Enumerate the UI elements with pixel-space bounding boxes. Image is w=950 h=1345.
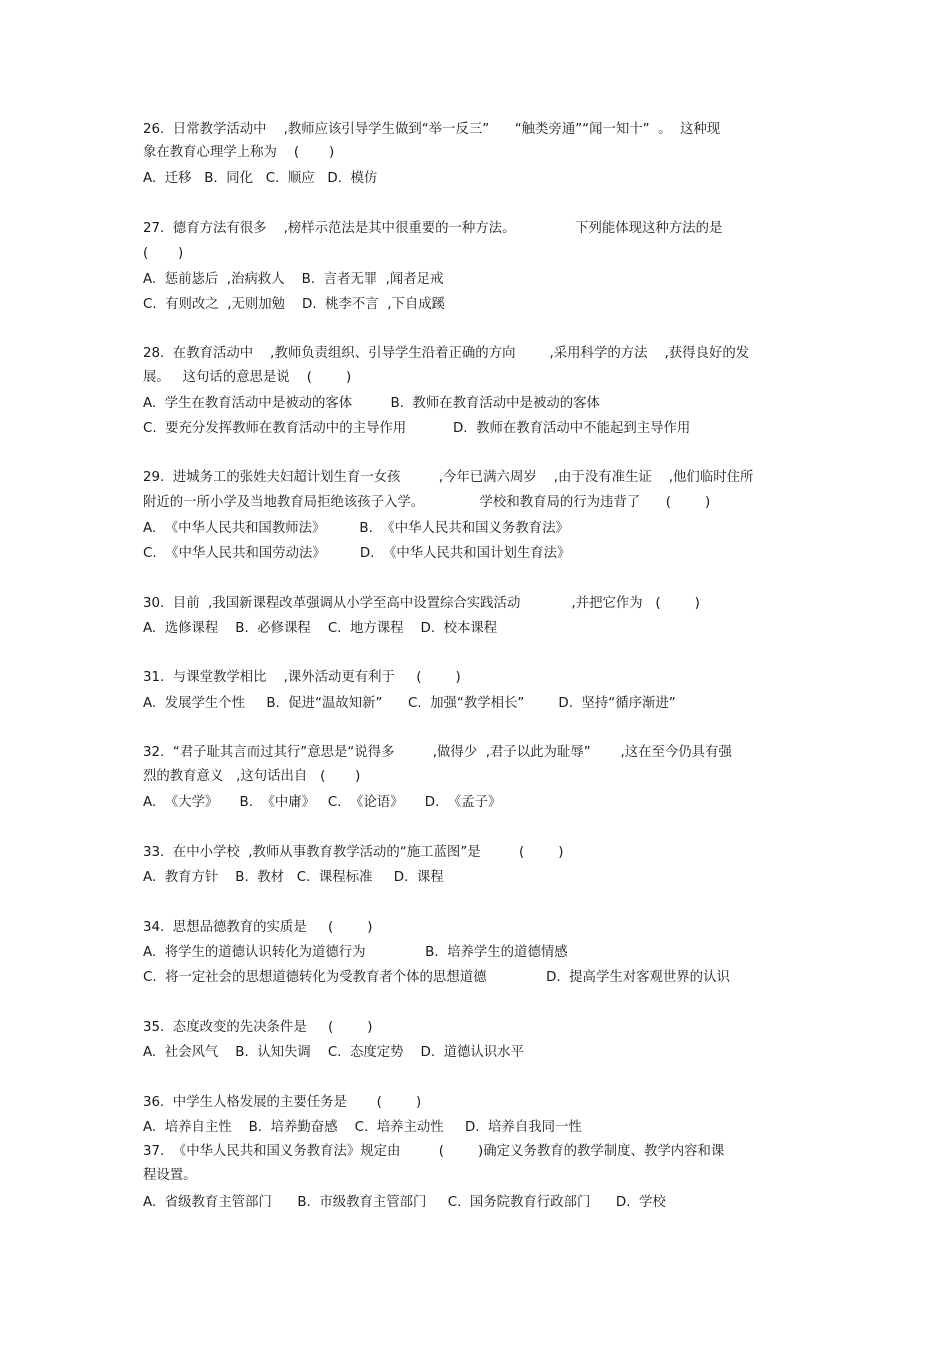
question-29-text: 附近的一所小学及当地教育局拒绝该孩子入学。 学校和教育局的行为违背了 ( )	[143, 495, 711, 510]
question-30-options: A. 选修课程 B. 必修课程 C. 地方课程 D. 校本课程	[143, 621, 498, 636]
question-31-text: 31. 与课堂教学相比 ,课外活动更有利于 ( )	[143, 670, 461, 685]
question-28-options: A. 学生在教育活动中是被动的客体 B. 教师在教育活动中是被动的客体	[143, 396, 600, 411]
question-29-text: 29. 进城务工的张姓夫妇超计划生育一女孩 ,今年已满六周岁 ,由于没有准生证 ,他们临时住所	[143, 470, 754, 485]
question-34-text: 34. 思想品德教育的实质是 ( )	[143, 920, 373, 935]
question-32-text: 烈的教育意义 ,这句话出自 ( )	[143, 769, 361, 784]
question-28-text: 展。 这句话的意思是说 ( )	[143, 370, 352, 385]
question-37-text: 37. 《中华人民共和国义务教育法》规定由 ( )确定义务教育的教学制度、教学内容和课	[143, 1144, 725, 1159]
question-35-options: A. 社会风气 B. 认知失调 C. 态度定势 D. 道德认识水平	[143, 1045, 524, 1060]
question-32-text: 32. “君子耻其言而过其行”意思是“说得多 ,做得少 ,君子以此为耻辱” ,这在至今仍具有强	[143, 745, 732, 760]
question-29-options: C. 《中华人民共和国劳动法》 D. 《中华人民共和国计划生育法》	[143, 546, 571, 561]
question-30-text: 30. 目前 ,我国新课程改革强调从小学至高中设置综合实践活动 ,并把它作为 ( )	[143, 596, 700, 611]
question-37-text: 程设置。	[143, 1168, 197, 1183]
question-34-options: A. 将学生的道德认识转化为道德行为 B. 培养学生的道德情感	[143, 945, 568, 960]
question-26-text: 象在教育心理学上称为 ( )	[143, 145, 335, 160]
question-32-options: A. 《大学》 B. 《中庸》 C. 《论语》 D. 《孟子》	[143, 795, 502, 810]
question-27-options: A. 惩前毖后 ,治病救人 B. 言者无罪 ,闻者足戒	[143, 272, 444, 287]
question-31-options: A. 发展学生个性 B. 促进“温故知新” C. 加强“教学相长” D. 坚持“循序渐进”	[143, 696, 676, 711]
question-36-text: 36. 中学生人格发展的主要任务是 ( )	[143, 1095, 422, 1110]
question-27-text: ( )	[143, 246, 184, 261]
question-34-options: C. 将一定社会的思想道德转化为受教育者个体的思想道德 D. 提高学生对客观世界的认识	[143, 970, 730, 985]
question-29-options: A. 《中华人民共和国教师法》 B. 《中华人民共和国义务教育法》	[143, 521, 569, 536]
question-26-text: 26. 日常教学活动中 ,教师应该引导学生做到“举一反三” “触类旁通”“闻一知十” 。 这种现	[143, 122, 721, 137]
question-26-options: A. 迁移 B. 同化 C. 顺应 D. 模仿	[143, 171, 378, 186]
question-35-text: 35. 态度改变的先决条件是 ( )	[143, 1020, 373, 1035]
question-37-options: A. 省级教育主管部门 B. 市级教育主管部门 C. 国务院教育行政部门 D. 学校	[143, 1195, 666, 1210]
question-27-text: 27. 德育方法有很多 ,榜样示范法是其中很重要的一种方法。 下列能体现这种方法的是	[143, 221, 723, 236]
question-33-text: 33. 在中小学校 ,教师从事教育教学活动的“施工蓝图”是 ( )	[143, 845, 564, 860]
question-28-text: 28. 在教育活动中 ,教师负责组织、引导学生沿着正确的方向 ,采用科学的方法 ,获得良好的发	[143, 346, 750, 361]
question-28-options: C. 要充分发挥教师在教育活动中的主导作用 D. 教师在教育活动中不能起到主导作用	[143, 421, 691, 436]
question-33-options: A. 教育方针 B. 教材 C. 课程标准 D. 课程	[143, 870, 444, 885]
question-36-options: A. 培养自主性 B. 培养勤奋感 C. 培养主动性 D. 培养自我同一性	[143, 1120, 582, 1135]
question-27-options: C. 有则改之 ,无则加勉 D. 桃李不言 ,下自成蹊	[143, 297, 446, 312]
